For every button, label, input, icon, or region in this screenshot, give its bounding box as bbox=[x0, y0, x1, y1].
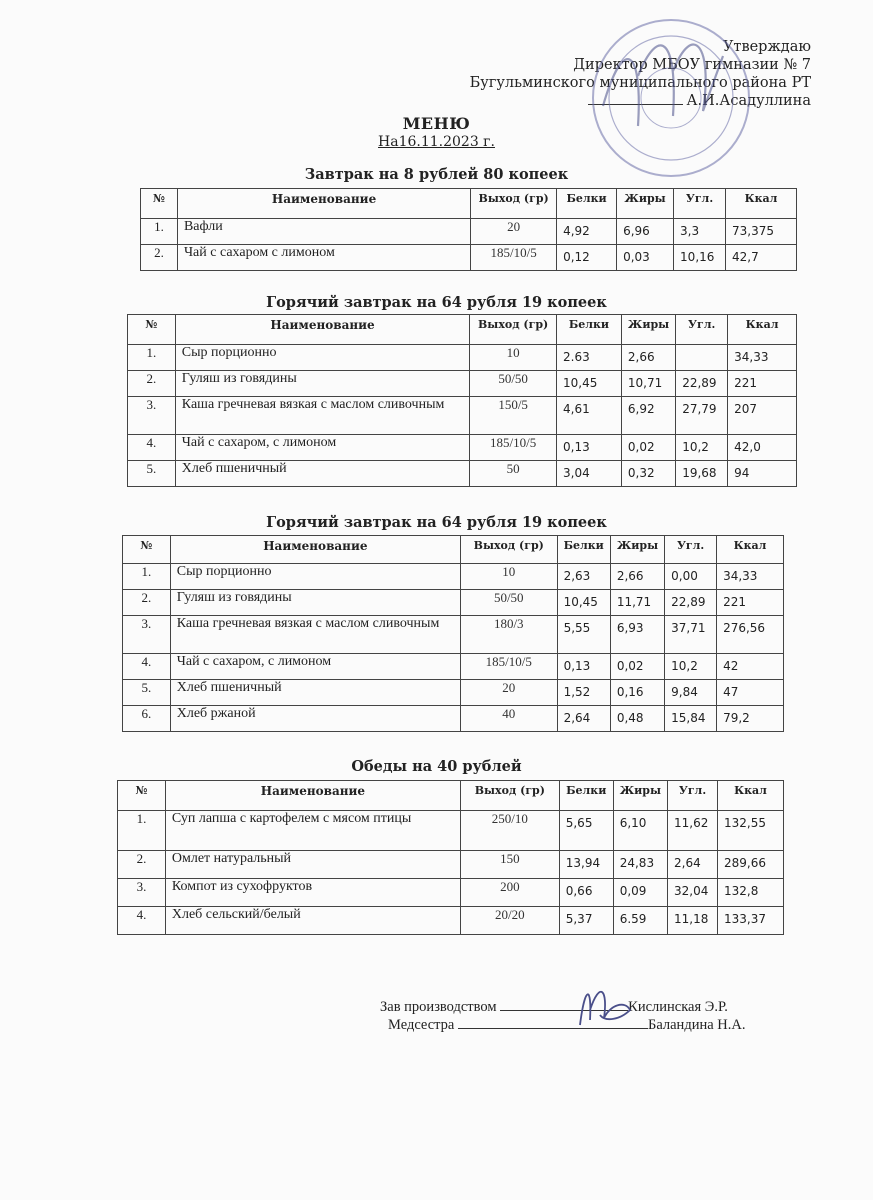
col-kcal: Ккал bbox=[728, 315, 797, 345]
col-name: Наименование bbox=[175, 315, 469, 345]
menu-date: На16.11.2023 г. bbox=[378, 134, 495, 150]
menu-table bbox=[127, 314, 797, 487]
col-carbs: Угл. bbox=[674, 189, 726, 219]
col-protein: Белки bbox=[557, 189, 617, 219]
col-yield: Выход (гр) bbox=[460, 781, 559, 811]
col-fat: Жиры bbox=[621, 315, 675, 345]
approval-position: Директор МБОУ гимназии № 7 bbox=[573, 57, 811, 73]
col-fat: Жиры bbox=[610, 536, 664, 564]
approval-district: Бугульминского муниципального района РТ bbox=[469, 75, 811, 91]
table-row: 4. Чай с сахаром, с лимоном 185/10/5 0,13 0,02 10,2 42,0 bbox=[128, 435, 797, 461]
official-stamp bbox=[583, 16, 758, 181]
footer-role-2: Медсестра bbox=[388, 1017, 455, 1033]
page-title: МЕНЮ bbox=[402, 114, 471, 133]
section-title: Обеды на 40 рублей bbox=[351, 758, 522, 775]
table-row: 3. Компот из сухофруктов 200 0,66 0,09 32,04 132,8 bbox=[118, 879, 784, 907]
col-carbs: Угл. bbox=[668, 781, 718, 811]
col-num: № bbox=[128, 315, 176, 345]
table-row: 1. Вафли 20 4,92 6,96 3,3 73,375 bbox=[141, 219, 797, 245]
col-name: Наименование bbox=[170, 536, 460, 564]
approval-title: Утверждаю bbox=[722, 39, 811, 55]
menu-table bbox=[140, 188, 797, 271]
col-protein: Белки bbox=[559, 781, 613, 811]
table-row: 2. Гуляш из говядины 50/50 10,45 10,71 22,89 221 bbox=[128, 371, 797, 397]
table-row: 6. Хлеб ржаной 40 2,64 0,48 15,84 79,2 bbox=[123, 706, 784, 732]
col-name: Наименование bbox=[165, 781, 460, 811]
table-row: 2. Гуляш из говядины 50/50 10,45 11,71 22,89 221 bbox=[123, 590, 784, 616]
table-row: 2. Омлет натуральный 150 13,94 24,83 2,64 289,66 bbox=[118, 851, 784, 879]
col-protein: Белки bbox=[557, 315, 622, 345]
handwritten-signature bbox=[570, 980, 640, 1035]
table-row: 1. Сыр порционно 10 2.63 2,66 34,33 bbox=[128, 345, 797, 371]
section-title: Горячий завтрак на 64 рубля 19 копеек bbox=[266, 514, 607, 531]
col-fat: Жиры bbox=[617, 189, 674, 219]
col-yield: Выход (гр) bbox=[470, 315, 557, 345]
col-kcal: Ккал bbox=[717, 536, 784, 564]
table-row: 5. Хлеб пшеничный 50 3,04 0,32 19,68 94 bbox=[128, 461, 797, 487]
col-kcal: Ккал bbox=[718, 781, 784, 811]
footer-person-2: Баландина Н.А. bbox=[648, 1017, 746, 1033]
table-row: 3. Каша гречневая вязкая с маслом сливочным 180/3 5,55 6,93 37,71 276,56 bbox=[123, 616, 784, 654]
table-row: 4. Хлеб сельский/белый 20/20 5,37 6.59 11,18 133,37 bbox=[118, 907, 784, 935]
footer-role-1: Зав производством bbox=[380, 999, 497, 1015]
table-row: 1. Сыр порционно 10 2,63 2,66 0,00 34,33 bbox=[123, 564, 784, 590]
table-row: 1. Суп лапша с картофелем с мясом птицы 250/10 5,65 6,10 11,62 132,55 bbox=[118, 811, 784, 851]
section-title: Горячий завтрак на 64 рубля 19 копеек bbox=[266, 294, 607, 311]
menu-table bbox=[117, 780, 784, 935]
col-carbs: Угл. bbox=[676, 315, 728, 345]
col-num: № bbox=[118, 781, 166, 811]
col-name: Наименование bbox=[177, 189, 470, 219]
col-protein: Белки bbox=[557, 536, 610, 564]
table-row: 4. Чай с сахаром, с лимоном 185/10/5 0,13 0,02 10,2 42 bbox=[123, 654, 784, 680]
col-num: № bbox=[123, 536, 171, 564]
col-yield: Выход (гр) bbox=[471, 189, 557, 219]
col-fat: Жиры bbox=[613, 781, 667, 811]
col-num: № bbox=[141, 189, 178, 219]
table-row: 5. Хлеб пшеничный 20 1,52 0,16 9,84 47 bbox=[123, 680, 784, 706]
col-yield: Выход (гр) bbox=[460, 536, 557, 564]
section-title: Завтрак на 8 рублей 80 копеек bbox=[304, 166, 569, 183]
menu-table bbox=[122, 535, 784, 732]
col-kcal: Ккал bbox=[726, 189, 797, 219]
table-row: 2. Чай с сахаром с лимоном 185/10/5 0,12 0,03 10,16 42,7 bbox=[141, 245, 797, 271]
approval-director-name: А.И.Асадуллина bbox=[686, 93, 811, 109]
footer-person-1: Кислинская Э.Р. bbox=[628, 999, 728, 1015]
table-row: 3. Каша гречневая вязкая с маслом сливочным 150/5 4,61 6,92 27,79 207 bbox=[128, 397, 797, 435]
col-carbs: Угл. bbox=[665, 536, 717, 564]
